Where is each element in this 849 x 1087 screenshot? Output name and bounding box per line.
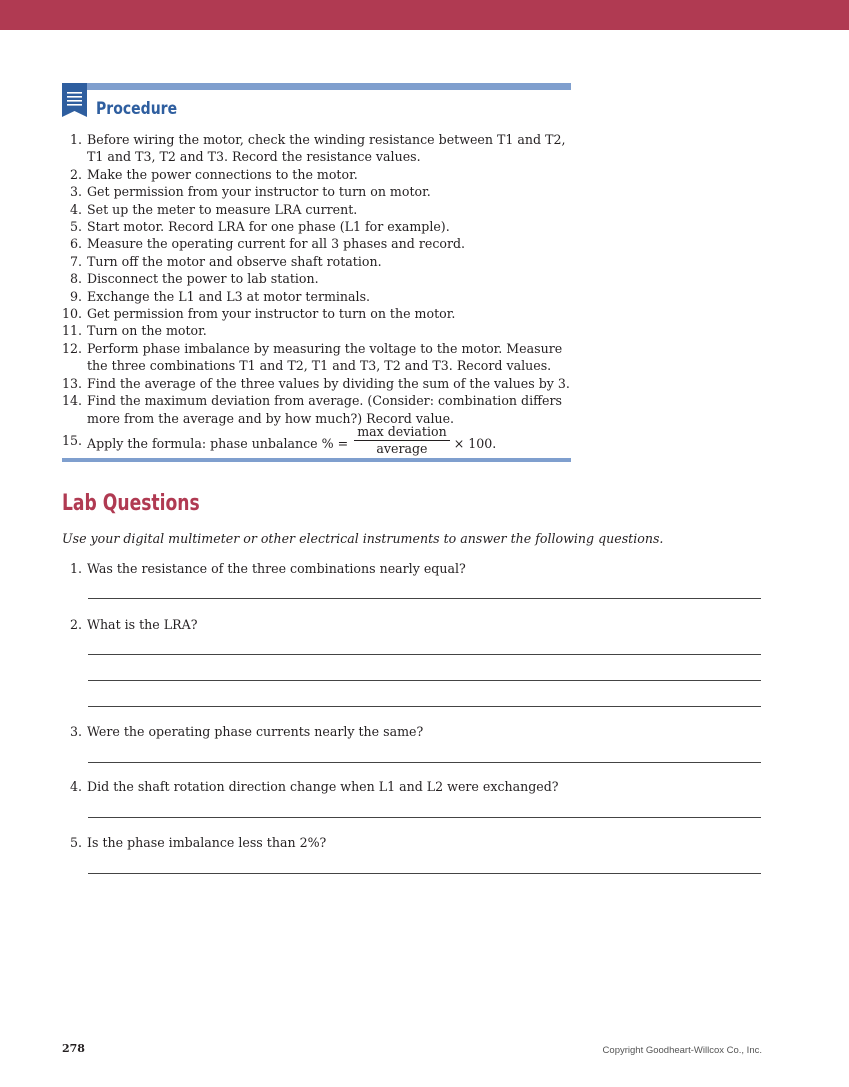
answer-line[interactable]	[88, 817, 761, 818]
answer-line[interactable]	[88, 654, 761, 655]
answer-line[interactable]	[88, 873, 761, 874]
procedure-steps	[62, 131, 582, 457]
top-color-band	[0, 0, 849, 30]
page-number: 278	[62, 1042, 85, 1055]
procedure-step: 2. Make the power connections to the motor.	[69, 166, 358, 182]
document-list-icon	[62, 83, 87, 117]
answer-line[interactable]	[88, 706, 761, 707]
question-1: 1. Was the resistance of the three combinations nearly equal?	[69, 561, 466, 576]
procedure-step: 7. Turn off the motor and observe shaft rotation.	[69, 253, 382, 269]
procedure-step: 14. Find the maximum deviation from average. (Consider: combination differs more from the average and by how much?) Record value.	[62, 393, 562, 426]
procedure-step: 6. Measure the operating current for all 3 phases and record.	[69, 236, 466, 252]
lab-questions-intro: Use your digital multimeter or other electrical instruments to answer the following questions.	[62, 531, 664, 546]
answer-line[interactable]	[88, 762, 761, 763]
formula-denominator: average	[376, 440, 428, 456]
procedure-title: Procedure	[96, 99, 178, 118]
procedure-step: 5. Start motor. Record LRA for one phase (L1 for example).	[69, 219, 450, 235]
procedure-step: 9. Exchange the L1 and L3 at motor terminals.	[69, 288, 371, 304]
formula-fraction	[354, 424, 450, 457]
procedure-step-formula: 15. Apply the formula: phase unbalance % = $\frac{\text{max deviation}}{\text{average}}$ × 100.	[62, 423, 497, 456]
question-5: 5. Is the phase imbalance less than 2%?	[69, 835, 327, 850]
answer-line[interactable]	[88, 598, 761, 599]
formula-numerator: max deviation	[354, 424, 450, 441]
procedure-step: 1. Before wiring the motor, check the winding resistance between T1 and T2, T1 and T3, T2 and T3. Record the resistance values.	[69, 132, 566, 165]
answer-line[interactable]	[88, 680, 761, 681]
procedure-step: 13. Find the average of the three values by dividing the sum of the values by 3.	[62, 375, 570, 391]
procedure-top-rule	[62, 83, 571, 90]
lab-questions-title: Lab Questions	[62, 491, 200, 516]
procedure-step: 3. Get permission from your instructor to turn on motor.	[69, 184, 431, 200]
formula-suffix: × 100.	[453, 435, 497, 451]
question-3: 3. Were the operating phase currents nearly the same?	[69, 724, 424, 739]
procedure-step: 4. Set up the meter to measure LRA current.	[69, 201, 358, 217]
copyright-notice: Copyright Goodheart-Willcox Co., Inc.	[602, 1045, 762, 1056]
procedure-bottom-rule	[62, 458, 571, 462]
procedure-step: 10. Get permission from your instructor to turn on the motor.	[62, 306, 456, 322]
question-2: 2. What is the LRA?	[69, 617, 198, 632]
question-4: 4. Did the shaft rotation direction change when L1 and L2 were exchanged?	[69, 779, 559, 794]
procedure-step: 8. Disconnect the power to lab station.	[69, 271, 319, 287]
procedure-step: 12. Perform phase imbalance by measuring the voltage to the motor. Measure the three combinations T1 and T2, T1 and T3, T2 and T3. Record values.	[62, 340, 563, 374]
procedure-step: 11. Turn on the motor.	[62, 323, 207, 339]
